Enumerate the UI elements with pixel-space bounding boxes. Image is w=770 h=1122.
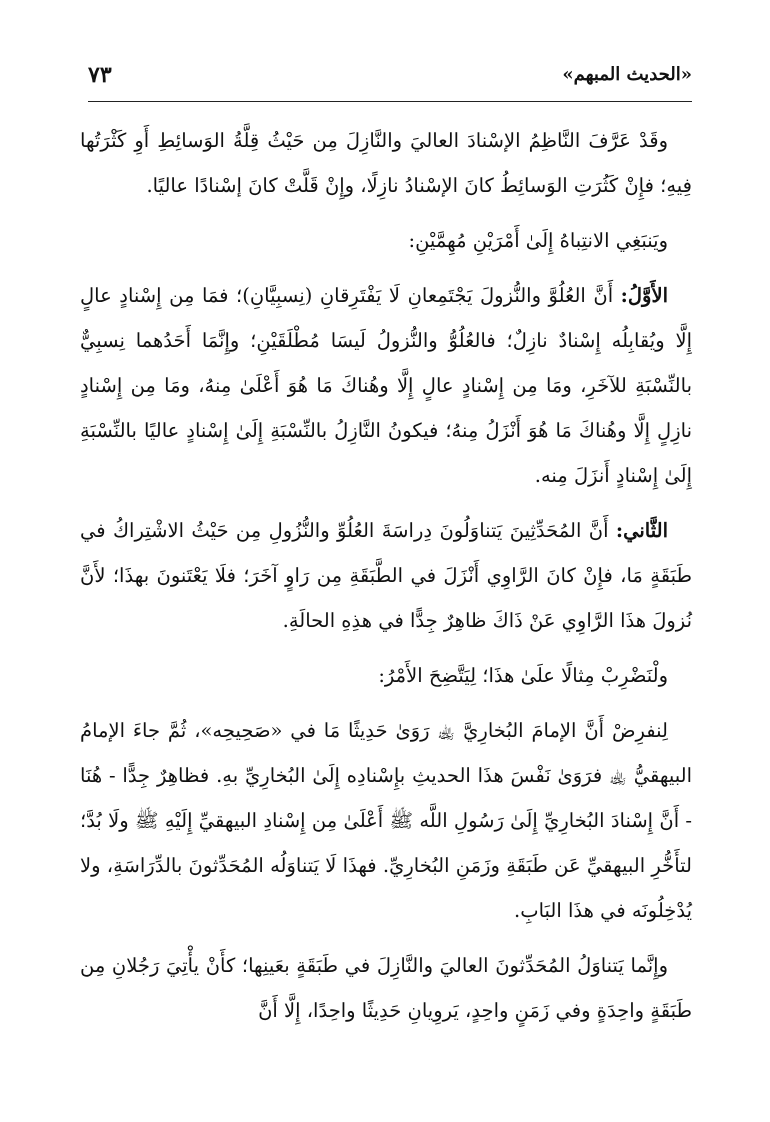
page-number: ٧٣ — [88, 62, 112, 88]
paragraph — [80, 653, 692, 698]
paragraph — [80, 118, 692, 208]
paragraph-text: أَنَّ المُحَدِّثِينَ يَتناوَلُونَ دِراسَةَ العُلُوِّ والنُّزُولِ مِن حَيْثُ الاشْتِراكُ في طَبَقَةٍ مَا، فإِنْ كانَ الرَّاوِي أَنْزَلَ في الطَّبَقَةِ مِن رَاوٍ آخَرَ؛ فلَا يَعْتَنونَ بهذَا؛ لأَنَّ نُزولَ هذَا الرَّاوِي عَنْ ذَاكَ ظاهِرٌ جِدًّا في هذِهِ الحالَةِ. — [80, 519, 692, 632]
paragraph — [80, 508, 692, 643]
body-text — [80, 118, 692, 1033]
paragraph-text: لِنفرِضْ أَنَّ الإمامَ البُخارِيَّ ﵀ رَوَىٰ حَدِيثًا مَا في «صَحِيحِه»، ثُمَّ جاءَ الإمامُ البيهقيُّ ﵀ فرَوَىٰ نَفْسَ هذَا الحديثِ بإِسْنادِه إِلَىٰ البُخارِيِّ بهِ. فظاهِرٌ جِدًّا - هُنَا - أَنَّ إِسْنادَ البُخارِيِّ إِلَىٰ رَسُولِ اللَّه ﷺ أَعْلَىٰ مِن إِسْنادِ البيهقيِّ إِلَيْهِ ﷺ ولَا بُدَّ؛ لتأَخُّرِ البيهقيِّ عَن طَبَقَةِ وزَمَنِ البُخارِيِّ. فهذَا لَا يَتناوَلُه المُحَدِّثونَ بالدِّرَاسَةِ، ولا يُدْخِلُونَه في هذَا البَابِ. — [80, 719, 692, 922]
header-rule — [88, 101, 692, 102]
paragraph — [80, 708, 692, 933]
running-title: «الحديث المبهم» — [562, 64, 692, 85]
paragraph — [80, 273, 692, 498]
paragraph — [80, 218, 692, 263]
point-heading: الأَوَّلُ: — [620, 284, 668, 307]
page-header — [88, 62, 692, 92]
paragraph-text: وإِنَّما يَتناوَلُ المُحَدِّثونَ العاليَ والنَّازِلَ في طَبَقَةٍ بعَينِها؛ كأَنْ يأْتِيَ رَجُلانِ مِن طَبَقَةٍ واحِدَةٍ وفي زَمَنٍ واحِدٍ، يَروِيانِ حَدِيثًا واحِدًا، إِلَّا أَنَّ — [80, 954, 692, 1022]
paragraph-text: ولْنَضْرِبْ مِثالًا علَىٰ هذَا؛ لِيَتَّضِحَ الأَمْرُ: — [378, 664, 668, 687]
paragraph — [80, 943, 692, 1033]
point-heading: الثَّاني: — [615, 519, 668, 542]
paragraph-text: ويَنبَغِي الانتِباهُ إِلَىٰ أَمْرَيْنِ مُهِمَّيْنِ: — [408, 229, 668, 252]
paragraph-text: أَنَّ العُلُوَّ والنُّزولَ يَجْتَمِعانِ لَا يَفْتَرِقانِ (نِسبِيَّانِ)؛ فمَا مِن إِسْنادٍ عالٍ إِلَّا ويُقابِلُه إِسْنادٌ نازِلٌ؛ فالعُلُوُّ والنُّزولُ لَيسَا مُطْلَقَيْنِ؛ وإِنَّمَا أَحَدُهما نِسبِيٌّ بالنِّسْبَةِ للآخَرِ، ومَا مِن إِسْنادٍ عالٍ إِلَّا وهُناكَ مَا هُوَ أَعْلَىٰ مِنهُ، ومَا مِن إِسْنادٍ نازِلٍ إِلَّا وهُناكَ مَا هُوَ أَنْزَلُ مِنهُ؛ فيكونُ النَّازِلُ بالنِّسْبَةِ إِلَىٰ إِسْنادٍ عاليًا بالنِّسْبَةِ إِلَىٰ إِسْنادٍ أَنزَلَ مِنه. — [80, 284, 692, 487]
paragraph-text: وقَدْ عَرَّفَ النَّاظِمُ الإسْنادَ العاليَ والنَّازِلَ مِن حَيْثُ قِلَّةُ الوَسائِطِ أَوِ كَثْرَتُها فِيهِ؛ فإِنْ كَثُرَتِ الوَسائِطُ كانَ الإسْنادُ نازِلًا، وإِنْ قَلَّتْ كانَ إسْنادًا عاليًا. — [80, 129, 692, 197]
